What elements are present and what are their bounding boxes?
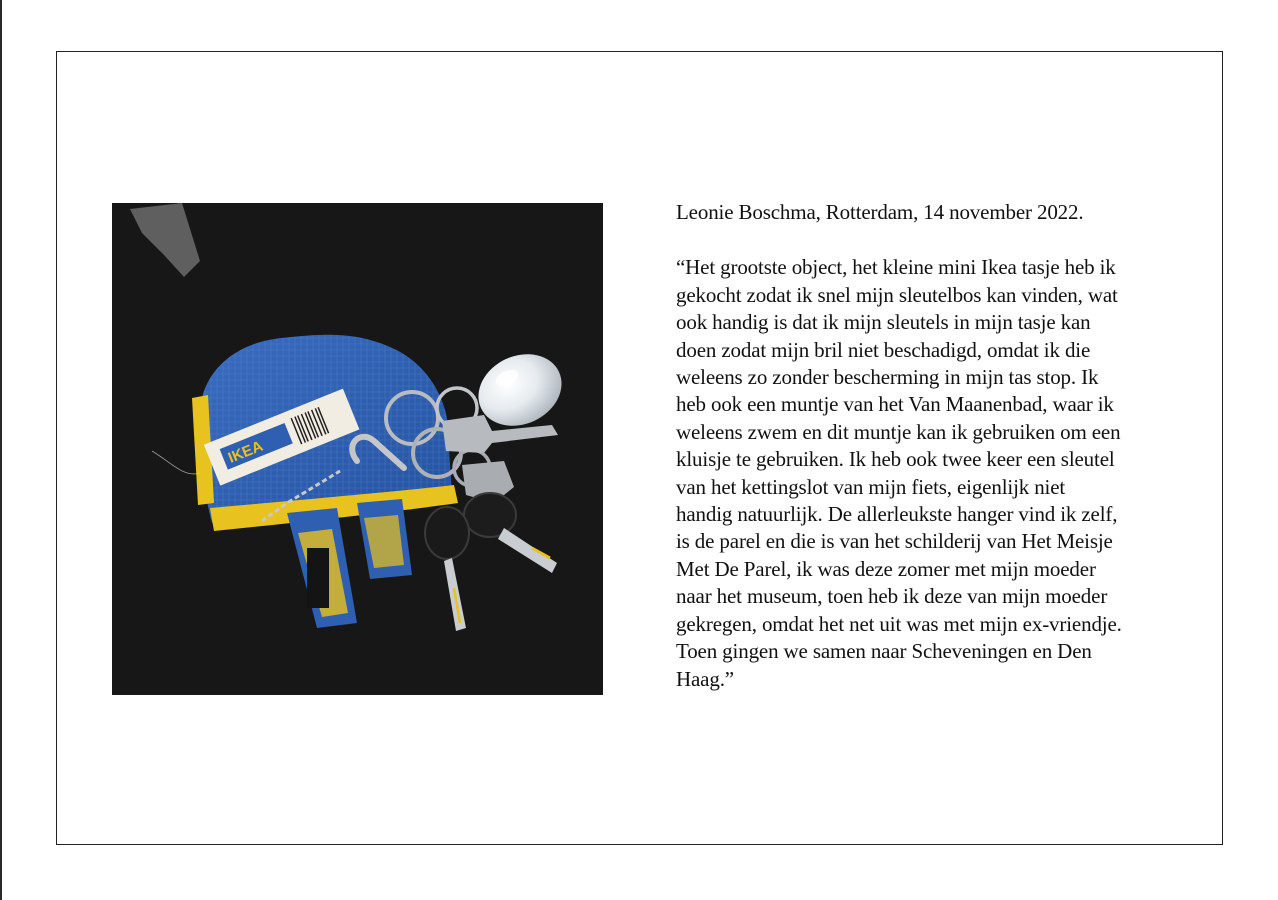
quote-paragraph [676, 254, 1176, 693]
quote-line: gekocht zodat ik snel mijn sleutelbos kan vinden, wat [676, 282, 1118, 307]
quote-line: doen zodat mijn bril niet beschadigd, omdat ik die [676, 337, 1091, 362]
strap-hole [307, 548, 329, 608]
keychain-photo [112, 203, 603, 695]
quote-line: naar het museum, toen heb ik deze van mijn moeder [676, 584, 1108, 609]
caption-heading: Leonie Boschma, Rotterdam, 14 november 2022. [676, 200, 1084, 224]
quote-line: handig natuurlijk. De allerleukste hanger vind ik zelf, [676, 502, 1118, 527]
caption-text-block [676, 199, 1176, 693]
quote-line: kluisje te gebruiken. Ik heb ook twee keer een sleutel [676, 447, 1115, 472]
keychain-illustration [112, 203, 603, 695]
quote-line: “Het grootste object, het kleine mini Ikea tasje heb ik [676, 255, 1116, 280]
quote-line: heb ook een muntje van het Van Maanenbad, waar ik [676, 392, 1114, 417]
quote-line: van het kettingslot van mijn fiets, eigenlijk niet [676, 474, 1066, 499]
window-left-edge [0, 0, 2, 900]
quote-line: Toen gingen we samen naar Scheveningen en Den [676, 639, 1092, 664]
quote-line: gekregen, omdat het net uit was met mijn ex-vriendje. [676, 611, 1122, 636]
quote-line: weleens zo zonder bescherming in mijn tas stop. Ik [676, 365, 1099, 390]
quote-line: weleens zwem en dit muntje kan ik gebruiken om een [676, 419, 1121, 444]
quote-line: Met De Parel, ik was deze zomer met mijn moeder [676, 556, 1096, 581]
quote-line: ook handig is dat ik mijn sleutels in mijn tasje kan [676, 310, 1091, 335]
ikea-logo-text: IKEA [225, 437, 266, 467]
quote-line: is de parel en die is van het schilderij van Het Meisje [676, 529, 1113, 554]
quote-line: Haag.” [676, 666, 734, 691]
